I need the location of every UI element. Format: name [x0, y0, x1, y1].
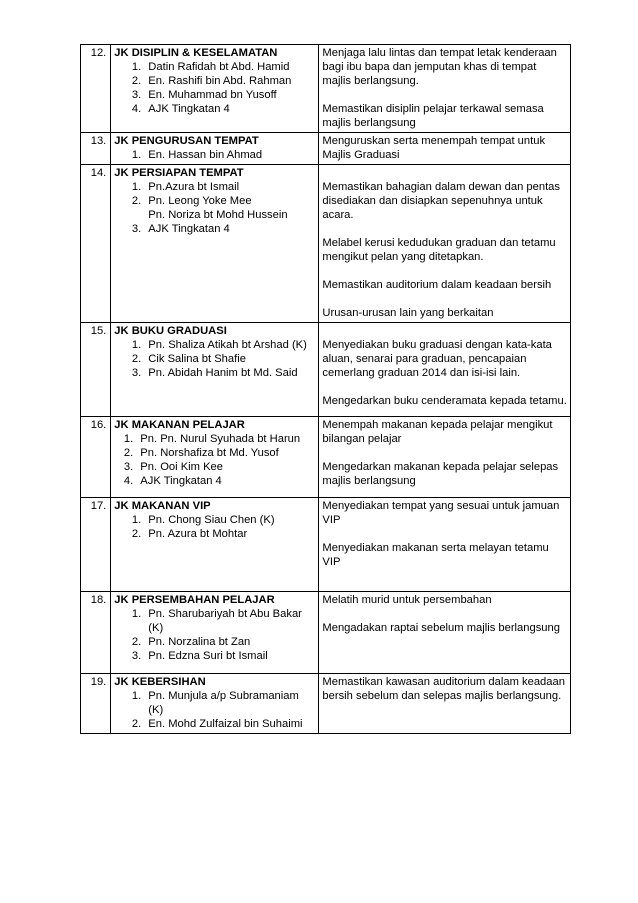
member-list	[114, 180, 315, 236]
committee-title: JK PERSIAPAN TEMPAT	[114, 167, 244, 179]
committee-title: JK DISIPLIN & KESELAMATAN	[114, 47, 278, 59]
member-item: 2. Pn. Norzalina bt Zan	[144, 635, 315, 649]
member-item: 1. Pn. Sharubariyah bt Abu Bakar (K)	[144, 607, 315, 635]
table-row	[81, 498, 571, 592]
member-list	[114, 60, 315, 116]
duty-text: Memastikan bahagian dalam dewan dan pentas disediakan dan disiapkan sepenuhnya untuk acara.	[322, 181, 560, 221]
duties-cell	[319, 45, 571, 133]
row-number: 15.	[81, 323, 111, 417]
member-item: 2. Pn. Azura bt Mohtar	[144, 527, 315, 541]
row-number: 16.	[81, 417, 111, 498]
member-item: 1. Pn. Pn. Nurul Syuhada bt Harun	[136, 432, 315, 446]
row-number: 13.	[81, 133, 111, 165]
committee-cell	[111, 498, 319, 592]
member-item: 1. Pn.Azura bt Ismail	[144, 180, 315, 194]
table-row	[81, 592, 571, 674]
member-item: 4. AJK Tingkatan 4	[144, 102, 315, 116]
committee-cell	[111, 165, 319, 323]
member-item: 2. Cik Salina bt Shafie	[144, 352, 315, 366]
member-item: 1. En. Hassan bin Ahmad	[144, 148, 315, 162]
table-row	[81, 133, 571, 165]
row-number: 18.	[81, 592, 111, 674]
member-item: 2. Pn. Leong Yoke Mee	[144, 194, 315, 208]
member-list	[114, 432, 315, 488]
member-item: 3. Pn. Edzna Suri bt Ismail	[144, 649, 315, 663]
committee-title: JK PENGURUSAN TEMPAT	[114, 135, 259, 147]
committee-cell	[111, 674, 319, 734]
duties-cell	[319, 417, 571, 498]
duty-text: Melabel kerusi kedudukan graduan dan tetamu mengikut pelan yang ditetapkan.	[322, 237, 556, 263]
duties-cell	[319, 674, 571, 734]
member-list	[114, 689, 315, 731]
committee-cell	[111, 417, 319, 498]
duty-text: Menyediakan buku graduasi dengan kata-kata aluan, senarai para graduan, pencapaian cemerlang graduan 2014 dan isi-isi lain.	[322, 339, 552, 379]
member-item: 4. AJK Tingkatan 4	[136, 474, 315, 488]
committee-cell	[111, 323, 319, 417]
table-row	[81, 674, 571, 734]
member-item: 2. Pn. Norshafiza bt Md. Yusof	[136, 446, 315, 460]
duties-cell	[319, 133, 571, 165]
duty-text: Memastikan kawasan auditorium dalam keadaan bersih sebelum dan selepas majlis berlangsung.	[322, 676, 565, 702]
member-item: 1. Pn. Shaliza Atikah bt Arshad (K)	[144, 338, 315, 352]
duties-cell	[319, 165, 571, 323]
row-number: 17.	[81, 498, 111, 592]
duty-text: Mengadakan raptai sebelum majlis berlangsung	[322, 622, 560, 634]
member-item: 2. En. Rashifi bin Abd. Rahman	[144, 74, 315, 88]
member-list	[114, 338, 315, 380]
duty-text: Mengedarkan makanan kepada pelajar selepas majlis berlangsung	[322, 461, 559, 487]
duties-cell	[319, 592, 571, 674]
table-row	[81, 165, 571, 323]
row-number: 14.	[81, 165, 111, 323]
row-number: 19.	[81, 674, 111, 734]
duty-text: Melatih murid untuk persembahan	[322, 594, 492, 606]
committee-title: JK PERSEMBAHAN PELAJAR	[114, 594, 275, 606]
duties-cell	[319, 498, 571, 592]
member-item: 3. Pn. Abidah Hanim bt Md. Said	[144, 366, 315, 380]
member-list	[114, 607, 315, 663]
table-row	[81, 45, 571, 133]
duties-cell	[319, 323, 571, 417]
committee-title: JK MAKANAN PELAJAR	[114, 419, 245, 431]
duty-text: Urusan-urusan lain yang berkaitan	[322, 307, 494, 319]
duty-text: Memastikan disiplin pelajar terkawal semasa majlis berlangsung	[322, 103, 544, 129]
duty-text: Memastikan auditorium dalam keadaan bersih	[322, 279, 552, 291]
committee-title: JK BUKU GRADUASI	[114, 325, 227, 337]
member-item: 3. En. Muhammad bn Yusoff	[144, 88, 315, 102]
committee-cell	[111, 592, 319, 674]
table-row	[81, 417, 571, 498]
member-item: 1. Pn. Munjula a/p Subramaniam (K)	[144, 689, 315, 717]
member-item: 1. Pn. Chong Siau Chen (K)	[144, 513, 315, 527]
duty-text: Menyediakan makanan serta melayan tetamu VIP	[322, 542, 549, 568]
table-row	[81, 323, 571, 417]
duty-text: Menyediakan tempat yang sesuai untuk jamuan VIP	[322, 500, 560, 526]
duty-text: Menguruskan serta menempah tempat untuk Majlis Graduasi	[322, 135, 546, 161]
member-item: 3. Pn. Ooi Kim Kee	[136, 460, 315, 474]
member-list	[114, 148, 315, 162]
committee-cell	[111, 45, 319, 133]
committee-cell	[111, 133, 319, 165]
member-item: 2. En. Mohd Zulfaizal bin Suhaimi	[144, 717, 315, 731]
duty-text: Mengedarkan buku cenderamata kepada tetamu.	[322, 395, 567, 407]
member-item: Pn. Noriza bt Mohd Hussein	[148, 209, 288, 221]
committee-title: JK MAKANAN VIP	[114, 500, 211, 512]
duty-text: Menempah makanan kepada pelajar mengikut bilangan pelajar	[322, 419, 553, 445]
committee-table	[80, 44, 571, 734]
duty-text: Menjaga lalu lintas dan tempat letak kenderaan bagi ibu bapa dan jemputan khas di tempat majlis berlangsung.	[322, 47, 557, 87]
member-item: 3. AJK Tingkatan 4	[144, 222, 315, 236]
committee-title: JK KEBERSIHAN	[114, 676, 206, 688]
row-number: 12.	[81, 45, 111, 133]
member-list	[114, 513, 315, 541]
member-item: 1. Datin Rafidah bt Abd. Hamid	[144, 60, 315, 74]
